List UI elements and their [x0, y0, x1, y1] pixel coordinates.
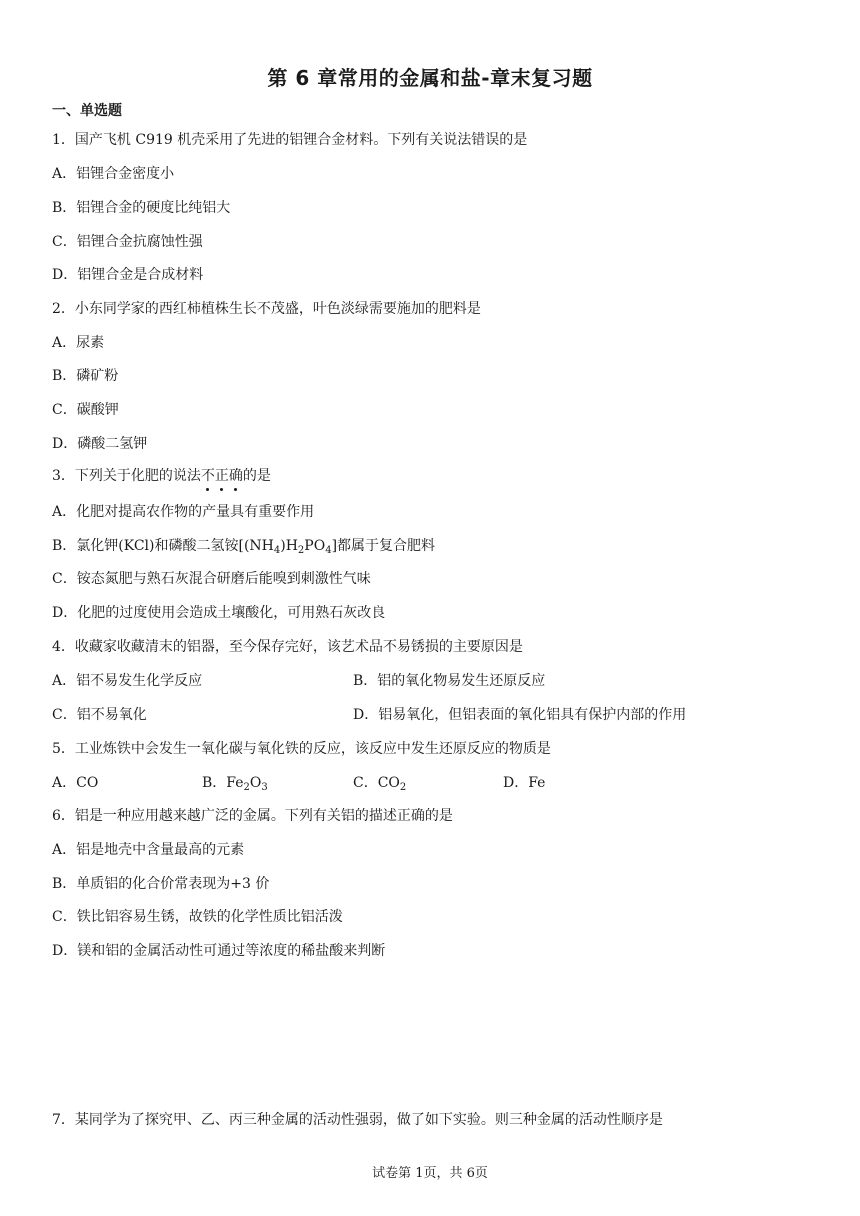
q3-option-b-text: )H: [280, 538, 298, 554]
q5-option-c: [353, 772, 406, 792]
q1-option-c: C．铝锂合金抗腐蚀性强: [52, 234, 203, 250]
q4-option-d: D．铝易氧化，但铝表面的氧化铝具有保护内部的作用: [353, 707, 687, 723]
q5-option-c-text: C．CO: [353, 775, 400, 791]
q3-stem: [52, 465, 271, 485]
q6-option-b: B．单质铝的化合价常表现为+3 价: [52, 876, 270, 892]
q7-stem: 7．某同学为了探究甲、乙、丙三种金属的活动性强弱，做了如下实验。则三种金属的活动性顺序是: [52, 1112, 663, 1128]
q5-option-b-text: B．Fe: [202, 775, 244, 791]
q2-option-b: B．磷矿粉: [52, 368, 119, 384]
q4-option-a: A．铝不易发生化学反应: [52, 673, 203, 689]
q5-stem: 5．工业炼铁中会发生一氧化碳与氧化铁的反应，该反应中发生还原反应的物质是: [52, 741, 551, 757]
q3-emphasis-char: 不: [201, 465, 215, 485]
section-heading: 一、单选题: [52, 103, 122, 119]
q3-emphasis-char: 正: [215, 465, 229, 485]
q2-option-a: A．尿素: [52, 335, 105, 351]
subscript: 2: [399, 782, 407, 793]
q3-option-c: C．铵态氮肥与熟石灰混合研磨后能嗅到刺激性气味: [52, 571, 371, 587]
q6-option-a: A．铝是地壳中含量最高的元素: [52, 842, 245, 858]
q5-option-d: D．Fe: [503, 775, 546, 791]
q3-option-b-text: PO: [304, 538, 326, 554]
q4-option-b: B．铝的氧化物易发生还原反应: [353, 673, 546, 689]
q1-option-d: D．铝锂合金是合成材料: [52, 267, 204, 283]
q6-stem: 6．铝是一种应用越来越广泛的金属。下列有关铝的描述正确的是: [52, 808, 453, 824]
q3-option-b: [52, 535, 435, 555]
q6-option-c: C．铁比铝容易生锈，故铁的化学性质比铝活泼: [52, 909, 343, 925]
q3-option-a: A．化肥对提高农作物的产量具有重要作用: [52, 504, 315, 520]
q2-option-d: D．磷酸二氢钾: [52, 436, 148, 452]
q3-option-d: D．化肥的过度使用会造成土壤酸化，可用熟石灰改良: [52, 605, 386, 621]
page-footer: 试卷第 1页，共 6页: [372, 1166, 488, 1181]
q2-option-c: C．碳酸钾: [52, 402, 119, 418]
q3-stem-suffix: 的是: [242, 468, 271, 484]
q4-stem: 4．收藏家收藏清末的铝器，至今保存完好，该艺术品不易锈损的主要原因是: [52, 639, 523, 655]
q2-stem: 2．小东同学家的西红柿植株生长不茂盛，叶色淡绿需要施加的肥料是: [52, 301, 481, 317]
q3-stem-prefix: 3．下列关于化肥的说法: [52, 468, 201, 484]
subscript: 3: [261, 782, 268, 793]
q6-option-d: D．镁和铝的金属活动性可通过等浓度的稀盐酸来判断: [52, 943, 386, 959]
subscript: 2: [297, 545, 305, 556]
subscript: 4: [325, 545, 332, 556]
q4-option-c: C．铝不易氧化: [52, 707, 147, 723]
q1-stem: 1．国产飞机 C919 机壳采用了先进的铝锂合金材料。下列有关说法错误的是: [52, 132, 528, 148]
q1-option-a: A．铝锂合金密度小: [52, 166, 175, 182]
q1-option-b: B．铝锂合金的硬度比纯铝大: [52, 200, 231, 216]
subscript: 2: [243, 782, 250, 793]
q5-option-b: [202, 772, 268, 792]
q3-emphasis-char: 确: [229, 465, 243, 485]
q5-option-b-text: O: [249, 775, 262, 791]
q3-option-b-text: ]都属于复合肥料: [331, 538, 436, 554]
q5-option-a: A．CO: [52, 775, 99, 791]
subscript: 4: [273, 545, 281, 556]
page-title: 第 6 章常用的金属和盐-章末复习题: [267, 66, 593, 90]
q3-option-b-text: B．氯化钾(KCl)和磷酸二氢铵[(NH: [52, 538, 274, 554]
